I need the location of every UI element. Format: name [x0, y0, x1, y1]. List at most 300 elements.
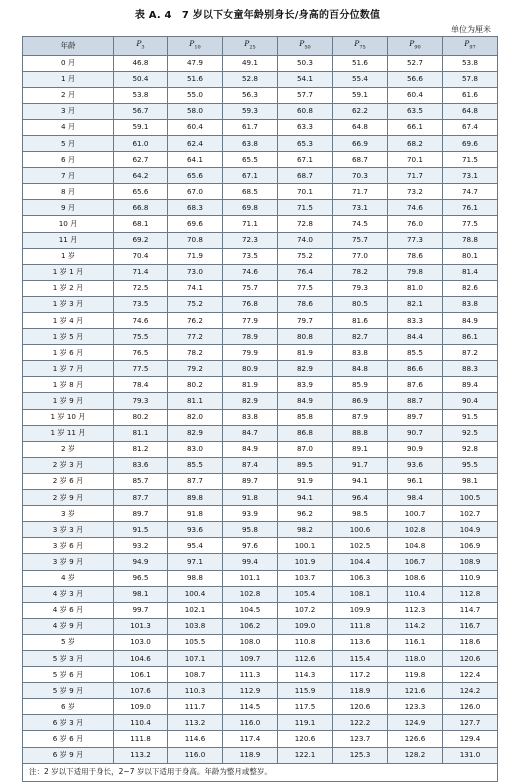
- value-cell: 78.8: [443, 232, 498, 248]
- value-cell: 116.7: [443, 618, 498, 634]
- table-row: [23, 280, 498, 296]
- value-cell: 96.1: [388, 473, 443, 489]
- table-row: [23, 119, 498, 135]
- table-row: [23, 71, 498, 87]
- value-cell: 46.8: [114, 55, 168, 71]
- value-cell: 69.8: [223, 200, 278, 216]
- value-cell: 101.9: [278, 554, 333, 570]
- table-row: [23, 425, 498, 441]
- value-cell: 112.6: [278, 650, 333, 666]
- table-row: [23, 168, 498, 184]
- value-cell: 87.7: [168, 473, 223, 489]
- value-cell: 110.8: [278, 634, 333, 650]
- value-cell: 114.6: [168, 731, 223, 747]
- value-cell: 94.1: [333, 473, 388, 489]
- value-cell: 98.8: [168, 570, 223, 586]
- value-cell: 107.6: [114, 683, 168, 699]
- age-cell: 6 岁: [23, 699, 114, 715]
- age-cell: 1 岁 7 月: [23, 361, 114, 377]
- header-main: P: [464, 39, 470, 48]
- value-cell: 117.2: [333, 667, 388, 683]
- value-cell: 79.8: [388, 264, 443, 280]
- value-cell: 85.8: [278, 409, 333, 425]
- value-cell: 75.5: [114, 329, 168, 345]
- age-cell: 5 月: [23, 135, 114, 151]
- value-cell: 91.5: [443, 409, 498, 425]
- value-cell: 101.3: [114, 618, 168, 634]
- value-cell: 83.9: [278, 377, 333, 393]
- value-cell: 120.6: [278, 731, 333, 747]
- value-cell: 81.6: [333, 313, 388, 329]
- value-cell: 103.0: [114, 634, 168, 650]
- value-cell: 87.0: [278, 441, 333, 457]
- value-cell: 89.5: [278, 457, 333, 473]
- value-cell: 50.3: [278, 55, 333, 71]
- value-cell: 80.1: [443, 248, 498, 264]
- table-row: [23, 409, 498, 425]
- value-cell: 81.0: [388, 280, 443, 296]
- value-cell: 60.4: [168, 119, 223, 135]
- age-cell: 1 岁 10 月: [23, 409, 114, 425]
- age-cell: 1 岁 9 月: [23, 393, 114, 409]
- value-cell: 90.7: [388, 425, 443, 441]
- value-cell: 83.0: [168, 441, 223, 457]
- value-cell: 68.1: [114, 216, 168, 232]
- value-cell: 98.4: [388, 490, 443, 506]
- value-cell: 66.1: [388, 119, 443, 135]
- value-cell: 90.4: [443, 393, 498, 409]
- table-row: [23, 699, 498, 715]
- value-cell: 71.1: [223, 216, 278, 232]
- value-cell: 116.0: [168, 747, 223, 763]
- value-cell: 72.5: [114, 280, 168, 296]
- value-cell: 83.6: [114, 457, 168, 473]
- value-cell: 126.6: [388, 731, 443, 747]
- value-cell: 82.9: [278, 361, 333, 377]
- value-cell: 71.7: [333, 184, 388, 200]
- age-cell: 1 岁 11 月: [23, 425, 114, 441]
- value-cell: 122.1: [278, 747, 333, 763]
- value-cell: 80.5: [333, 296, 388, 312]
- value-cell: 111.8: [114, 731, 168, 747]
- value-cell: 89.7: [223, 473, 278, 489]
- value-cell: 88.7: [388, 393, 443, 409]
- value-cell: 67.1: [278, 152, 333, 168]
- value-cell: 93.9: [223, 506, 278, 522]
- value-cell: 59.3: [223, 103, 278, 119]
- value-cell: 68.5: [223, 184, 278, 200]
- value-cell: 91.8: [168, 506, 223, 522]
- value-cell: 104.4: [333, 554, 388, 570]
- value-cell: 108.9: [443, 554, 498, 570]
- value-cell: 59.1: [333, 87, 388, 103]
- value-cell: 70.1: [388, 152, 443, 168]
- value-cell: 68.2: [388, 135, 443, 151]
- value-cell: 115.9: [278, 683, 333, 699]
- value-cell: 55.0: [168, 87, 223, 103]
- header-percentile: [223, 37, 278, 56]
- value-cell: 75.2: [278, 248, 333, 264]
- value-cell: 71.5: [278, 200, 333, 216]
- value-cell: 124.9: [388, 715, 443, 731]
- value-cell: 123.7: [333, 731, 388, 747]
- value-cell: 102.1: [168, 602, 223, 618]
- value-cell: 97.1: [168, 554, 223, 570]
- age-cell: 1 岁 2 月: [23, 280, 114, 296]
- value-cell: 110.4: [388, 586, 443, 602]
- value-cell: 59.1: [114, 119, 168, 135]
- value-cell: 89.7: [388, 409, 443, 425]
- value-cell: 67.1: [223, 168, 278, 184]
- table-row: [23, 683, 498, 699]
- value-cell: 94.9: [114, 554, 168, 570]
- value-cell: 74.1: [168, 280, 223, 296]
- header-percentile: [278, 37, 333, 56]
- value-cell: 125.3: [333, 747, 388, 763]
- value-cell: 74.6: [223, 264, 278, 280]
- table-title: 表 A. 4 7 岁以下女童年龄别身长/身高的百分位数值: [134, 10, 381, 21]
- table-row: [23, 184, 498, 200]
- value-cell: 116.1: [388, 634, 443, 650]
- value-cell: 72.8: [278, 216, 333, 232]
- value-cell: 114.2: [388, 618, 443, 634]
- age-cell: 1 岁 6 月: [23, 345, 114, 361]
- value-cell: 96.5: [114, 570, 168, 586]
- value-cell: 74.7: [443, 184, 498, 200]
- value-cell: 109.0: [278, 618, 333, 634]
- value-cell: 84.7: [223, 425, 278, 441]
- value-cell: 106.7: [388, 554, 443, 570]
- age-cell: 3 岁: [23, 506, 114, 522]
- value-cell: 111.3: [223, 667, 278, 683]
- table-row: [23, 522, 498, 538]
- table-row: [23, 377, 498, 393]
- value-cell: 105.5: [168, 634, 223, 650]
- value-cell: 84.4: [388, 329, 443, 345]
- value-cell: 81.1: [114, 425, 168, 441]
- value-cell: 108.1: [333, 586, 388, 602]
- value-cell: 72.3: [223, 232, 278, 248]
- value-cell: 123.3: [388, 699, 443, 715]
- table-row: [23, 216, 498, 232]
- value-cell: 52.7: [388, 55, 443, 71]
- value-cell: 58.0: [168, 103, 223, 119]
- table-row: [23, 264, 498, 280]
- value-cell: 95.4: [168, 538, 223, 554]
- value-cell: 98.1: [114, 586, 168, 602]
- value-cell: 69.2: [114, 232, 168, 248]
- header-percentile: [114, 37, 168, 56]
- value-cell: 91.8: [223, 490, 278, 506]
- value-cell: 80.8: [278, 329, 333, 345]
- value-cell: 92.5: [443, 425, 498, 441]
- header-main: P: [136, 39, 142, 48]
- value-cell: 81.9: [278, 345, 333, 361]
- value-cell: 70.8: [168, 232, 223, 248]
- value-cell: 90.9: [388, 441, 443, 457]
- value-cell: 107.2: [278, 602, 333, 618]
- value-cell: 71.7: [388, 168, 443, 184]
- value-cell: 92.8: [443, 441, 498, 457]
- table-note: 注：2 岁以下适用于身长，2~7 岁以下适用于身高。年龄为整月或整岁。: [23, 763, 498, 781]
- age-cell: 5 岁 6 月: [23, 667, 114, 683]
- value-cell: 84.8: [333, 361, 388, 377]
- value-cell: 73.1: [443, 168, 498, 184]
- table-row: [23, 667, 498, 683]
- value-cell: 82.1: [388, 296, 443, 312]
- value-cell: 81.2: [114, 441, 168, 457]
- table-row: [23, 55, 498, 71]
- value-cell: 54.1: [278, 71, 333, 87]
- value-cell: 109.7: [223, 650, 278, 666]
- value-cell: 95.8: [223, 522, 278, 538]
- value-cell: 83.3: [388, 313, 443, 329]
- value-cell: 78.9: [223, 329, 278, 345]
- value-cell: 91.5: [114, 522, 168, 538]
- value-cell: 87.6: [388, 377, 443, 393]
- value-cell: 87.4: [223, 457, 278, 473]
- value-cell: 129.4: [443, 731, 498, 747]
- value-cell: 76.5: [114, 345, 168, 361]
- value-cell: 118.9: [333, 683, 388, 699]
- value-cell: 100.4: [168, 586, 223, 602]
- value-cell: 88.8: [333, 425, 388, 441]
- value-cell: 121.6: [388, 683, 443, 699]
- value-cell: 104.5: [223, 602, 278, 618]
- value-cell: 86.1: [443, 329, 498, 345]
- age-cell: 0 月: [23, 55, 114, 71]
- value-cell: 104.9: [443, 522, 498, 538]
- value-cell: 100.6: [333, 522, 388, 538]
- age-cell: 1 岁 3 月: [23, 296, 114, 312]
- table-row: [23, 232, 498, 248]
- value-cell: 86.9: [333, 393, 388, 409]
- value-cell: 104.6: [114, 650, 168, 666]
- value-cell: 95.5: [443, 457, 498, 473]
- value-cell: 62.4: [168, 135, 223, 151]
- table-row: [23, 554, 498, 570]
- value-cell: 98.1: [443, 473, 498, 489]
- value-cell: 70.4: [114, 248, 168, 264]
- value-cell: 86.6: [388, 361, 443, 377]
- value-cell: 73.1: [333, 200, 388, 216]
- value-cell: 114.5: [223, 699, 278, 715]
- value-cell: 67.4: [443, 119, 498, 135]
- value-cell: 111.8: [333, 618, 388, 634]
- value-cell: 74.0: [278, 232, 333, 248]
- value-cell: 119.1: [278, 715, 333, 731]
- value-cell: 93.6: [388, 457, 443, 473]
- value-cell: 100.7: [388, 506, 443, 522]
- value-cell: 113.2: [114, 747, 168, 763]
- value-cell: 82.9: [168, 425, 223, 441]
- value-cell: 88.3: [443, 361, 498, 377]
- table-row: [23, 490, 498, 506]
- value-cell: 53.8: [443, 55, 498, 71]
- header-sub: 97: [469, 44, 476, 51]
- value-cell: 77.3: [388, 232, 443, 248]
- value-cell: 82.7: [333, 329, 388, 345]
- value-cell: 82.0: [168, 409, 223, 425]
- table-row: [23, 393, 498, 409]
- table-row: [23, 87, 498, 103]
- value-cell: 75.7: [333, 232, 388, 248]
- table-row: [23, 602, 498, 618]
- table-row: [23, 135, 498, 151]
- age-cell: 2 岁 6 月: [23, 473, 114, 489]
- value-cell: 71.4: [114, 264, 168, 280]
- header-age: 年龄: [23, 37, 114, 56]
- value-cell: 120.6: [333, 699, 388, 715]
- value-cell: 131.0: [443, 747, 498, 763]
- age-cell: 6 岁 3 月: [23, 715, 114, 731]
- age-cell: 3 月: [23, 103, 114, 119]
- table-row: [23, 296, 498, 312]
- value-cell: 122.2: [333, 715, 388, 731]
- value-cell: 114.7: [443, 602, 498, 618]
- age-cell: 9 月: [23, 200, 114, 216]
- table-row: [23, 103, 498, 119]
- value-cell: 65.5: [223, 152, 278, 168]
- table-row: [23, 248, 498, 264]
- age-cell: 3 岁 9 月: [23, 554, 114, 570]
- value-cell: 87.7: [114, 490, 168, 506]
- value-cell: 52.8: [223, 71, 278, 87]
- value-cell: 83.8: [333, 345, 388, 361]
- value-cell: 106.3: [333, 570, 388, 586]
- value-cell: 110.3: [168, 683, 223, 699]
- value-cell: 73.5: [223, 248, 278, 264]
- value-cell: 66.9: [333, 135, 388, 151]
- value-cell: 49.1: [223, 55, 278, 71]
- value-cell: 67.0: [168, 184, 223, 200]
- value-cell: 82.9: [223, 393, 278, 409]
- header-sub: 3: [141, 44, 145, 51]
- value-cell: 118.0: [388, 650, 443, 666]
- age-cell: 2 岁 9 月: [23, 490, 114, 506]
- value-cell: 87.2: [443, 345, 498, 361]
- value-cell: 75.2: [168, 296, 223, 312]
- value-cell: 81.1: [168, 393, 223, 409]
- value-cell: 113.2: [168, 715, 223, 731]
- value-cell: 65.3: [278, 135, 333, 151]
- value-cell: 117.4: [223, 731, 278, 747]
- table-row: [23, 618, 498, 634]
- value-cell: 112.8: [443, 586, 498, 602]
- header-main: P: [189, 39, 195, 48]
- value-cell: 77.2: [168, 329, 223, 345]
- header-row: [23, 37, 498, 56]
- value-cell: 79.3: [114, 393, 168, 409]
- note-row: [23, 763, 498, 781]
- value-cell: 70.1: [278, 184, 333, 200]
- value-cell: 98.2: [278, 522, 333, 538]
- age-cell: 6 岁 9 月: [23, 747, 114, 763]
- value-cell: 102.8: [223, 586, 278, 602]
- value-cell: 79.7: [278, 313, 333, 329]
- value-cell: 96.2: [278, 506, 333, 522]
- header-sub: 10: [194, 44, 201, 51]
- percentile-table: [22, 36, 498, 782]
- table-row: [23, 634, 498, 650]
- value-cell: 76.2: [168, 313, 223, 329]
- value-cell: 109.0: [114, 699, 168, 715]
- value-cell: 63.3: [278, 119, 333, 135]
- value-cell: 108.6: [388, 570, 443, 586]
- value-cell: 68.7: [278, 168, 333, 184]
- value-cell: 79.2: [168, 361, 223, 377]
- value-cell: 79.9: [223, 345, 278, 361]
- table-row: [23, 152, 498, 168]
- value-cell: 91.7: [333, 457, 388, 473]
- value-cell: 61.7: [223, 119, 278, 135]
- value-cell: 64.8: [333, 119, 388, 135]
- value-cell: 120.6: [443, 650, 498, 666]
- value-cell: 64.2: [114, 168, 168, 184]
- header-main: P: [244, 39, 250, 48]
- value-cell: 112.9: [223, 683, 278, 699]
- value-cell: 111.7: [168, 699, 223, 715]
- value-cell: 60.4: [388, 87, 443, 103]
- value-cell: 57.7: [278, 87, 333, 103]
- value-cell: 97.6: [223, 538, 278, 554]
- age-cell: 1 岁 5 月: [23, 329, 114, 345]
- value-cell: 89.8: [168, 490, 223, 506]
- value-cell: 113.6: [333, 634, 388, 650]
- table-row: [23, 361, 498, 377]
- value-cell: 114.3: [278, 667, 333, 683]
- value-cell: 98.5: [333, 506, 388, 522]
- value-cell: 62.2: [333, 103, 388, 119]
- value-cell: 73.0: [168, 264, 223, 280]
- header-sub: 75: [359, 44, 366, 51]
- age-cell: 5 岁 9 月: [23, 683, 114, 699]
- value-cell: 80.2: [168, 377, 223, 393]
- value-cell: 79.3: [333, 280, 388, 296]
- age-cell: 2 月: [23, 87, 114, 103]
- value-cell: 53.8: [114, 87, 168, 103]
- table-row: [23, 715, 498, 731]
- age-cell: 3 岁 3 月: [23, 522, 114, 538]
- value-cell: 106.9: [443, 538, 498, 554]
- value-cell: 93.6: [168, 522, 223, 538]
- value-cell: 108.7: [168, 667, 223, 683]
- value-cell: 116.0: [223, 715, 278, 731]
- value-cell: 102.7: [443, 506, 498, 522]
- value-cell: 85.5: [388, 345, 443, 361]
- value-cell: 84.9: [443, 313, 498, 329]
- header-percentile: [333, 37, 388, 56]
- table-row: [23, 345, 498, 361]
- age-cell: 1 岁: [23, 248, 114, 264]
- value-cell: 56.6: [388, 71, 443, 87]
- table-row: [23, 747, 498, 763]
- header-percentile: [443, 37, 498, 56]
- value-cell: 80.2: [114, 409, 168, 425]
- value-cell: 76.4: [278, 264, 333, 280]
- age-cell: 1 岁 4 月: [23, 313, 114, 329]
- value-cell: 55.4: [333, 71, 388, 87]
- table-row: [23, 650, 498, 666]
- value-cell: 99.4: [223, 554, 278, 570]
- age-cell: 3 岁 6 月: [23, 538, 114, 554]
- value-cell: 77.0: [333, 248, 388, 264]
- value-cell: 61.6: [443, 87, 498, 103]
- table-row: [23, 538, 498, 554]
- header-sub: 25: [249, 44, 256, 51]
- value-cell: 73.5: [114, 296, 168, 312]
- value-cell: 128.2: [388, 747, 443, 763]
